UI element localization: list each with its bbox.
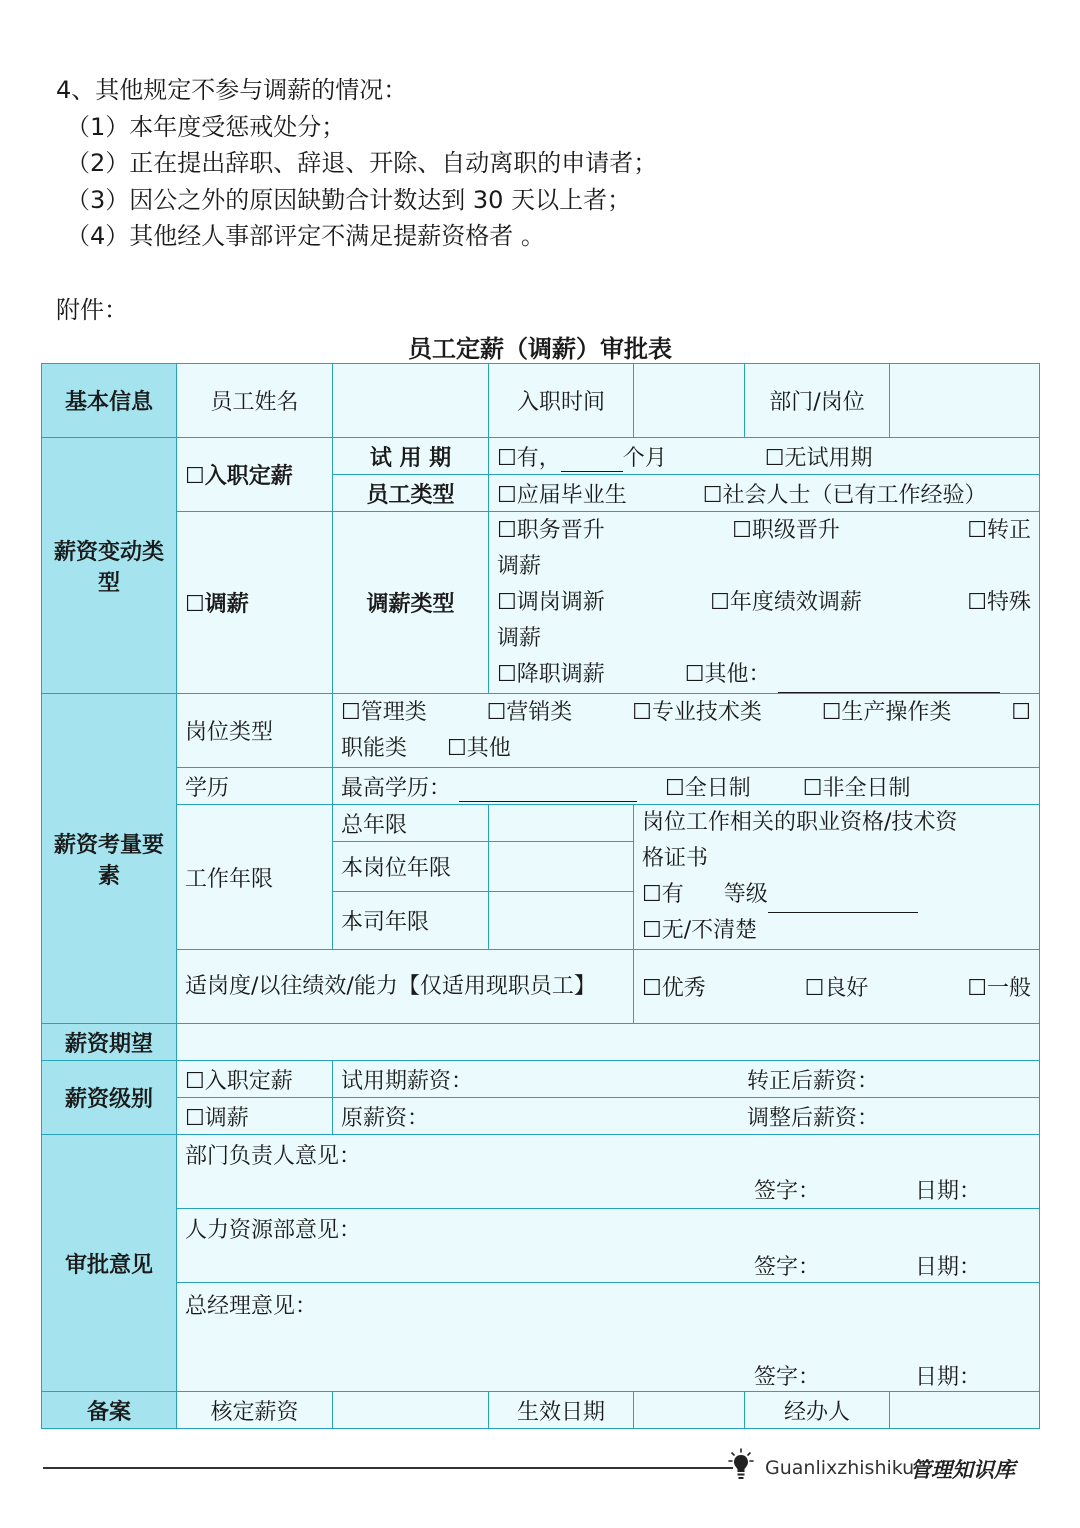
technical-checkbox[interactable]: ☐专业技术类	[632, 699, 762, 725]
regularization-checkbox[interactable]: ☐转正	[967, 517, 1031, 543]
hire-date-label: 入职时间	[489, 364, 634, 438]
adjust-line-wrap: 调薪	[497, 625, 542, 651]
hr-opinion-label: 人力资源部意见：	[185, 1218, 362, 1243]
level-adjust-fields	[333, 1098, 1040, 1135]
record-label: 备案	[42, 1392, 177, 1429]
footer-brand-en: Guanlixzhishiku	[765, 1457, 915, 1479]
promotion-checkbox[interactable]: ☐职务晋升	[497, 517, 605, 543]
probation-months-field[interactable]	[561, 449, 623, 472]
certificate-level-field[interactable]	[768, 890, 918, 913]
adjust-type-label: 调薪类型	[333, 512, 489, 694]
highest-education-label: 最高学历：	[341, 775, 452, 801]
adjust-line-wrap: 调薪	[497, 553, 542, 579]
management-checkbox[interactable]: ☐管理类	[341, 699, 427, 725]
salary-expectation-label: 薪资期望	[42, 1024, 177, 1061]
adjust-type-options	[489, 512, 1040, 694]
employee-name-label: 员工姓名	[177, 364, 333, 438]
effective-date-field[interactable]	[634, 1392, 745, 1429]
experienced-checkbox[interactable]: ☐社会人士（已有工作经验）	[702, 482, 987, 508]
approved-salary-label: 核定薪资	[177, 1392, 333, 1429]
rank-promotion-checkbox[interactable]: ☐职级晋升	[732, 517, 840, 543]
regular-salary-label: 转正后薪资：	[747, 1068, 880, 1094]
post-type-label: 岗位类型	[177, 694, 333, 768]
sign-label: 签字：	[753, 1179, 820, 1204]
probation-none-checkbox[interactable]: ☐无试用期	[764, 445, 873, 471]
lightbulb-icon	[728, 1448, 754, 1482]
intro-section	[56, 72, 657, 255]
average-checkbox[interactable]: ☐一般	[967, 976, 1031, 1001]
employee-type-options	[489, 475, 1040, 512]
certificate-level-label: 等级	[723, 882, 768, 907]
transfer-checkbox[interactable]: ☐调岗调新	[497, 589, 605, 615]
change-type-label: 薪资变动类型	[42, 438, 177, 694]
department-post-label: 部门/岗位	[745, 364, 890, 438]
approval-form-table	[41, 363, 1040, 1429]
education-options	[333, 768, 1040, 805]
hr-opinion-cell[interactable]	[177, 1209, 1040, 1283]
entry-salary-checkbox[interactable]: ☐入职定薪	[177, 438, 333, 512]
certificate-has-checkbox[interactable]: ☐有	[642, 882, 684, 907]
fulltime-checkbox[interactable]: ☐全日制	[665, 775, 751, 801]
certificate-cell	[634, 805, 1040, 950]
demotion-checkbox[interactable]: ☐降职调薪	[497, 661, 605, 687]
special-checkbox[interactable]: ☐特殊	[967, 589, 1031, 615]
fit-performance-label: 适岗度/以往绩效/能力【仅适用现职员工】	[177, 950, 634, 1024]
certificate-text: 岗位工作相关的职业资格/技术资	[642, 810, 958, 835]
hire-date-field[interactable]	[634, 364, 745, 438]
production-checkbox[interactable]: ☐生产操作类	[821, 699, 952, 725]
handler-field[interactable]	[890, 1392, 1040, 1429]
handler-label: 经办人	[745, 1392, 890, 1429]
gm-opinion-cell[interactable]	[177, 1283, 1040, 1392]
attachment-label: 附件：	[56, 296, 128, 324]
total-years-label: 总年限	[333, 805, 489, 842]
intro-item: （4）其他经人事部评定不满足提薪资格者 。	[66, 222, 545, 250]
company-years-field[interactable]	[489, 892, 634, 950]
post-years-label: 本岗位年限	[333, 842, 489, 892]
probation-salary-label: 试用期薪资：	[341, 1068, 474, 1094]
total-years-field[interactable]	[489, 805, 634, 842]
date-label: 日期：	[914, 1179, 981, 1204]
probation-unit: 个月	[622, 445, 667, 471]
salary-level-label: 薪资级别	[42, 1061, 177, 1135]
certificate-none-checkbox[interactable]: ☐无/不清楚	[642, 918, 758, 943]
intro-item: （2）正在提出辞职、辞退、开除、自动离职的申请者；	[66, 149, 658, 177]
other-post-checkbox[interactable]: ☐其他	[447, 735, 511, 761]
probation-options	[489, 438, 1040, 475]
post-type-options	[333, 694, 1040, 768]
employee-name-field[interactable]	[333, 364, 489, 438]
other-reason-field[interactable]	[778, 670, 1000, 693]
excellent-checkbox[interactable]: ☐优秀	[642, 976, 706, 1001]
level-entry-checkbox[interactable]: ☐入职定薪	[177, 1061, 333, 1098]
approved-salary-field[interactable]	[333, 1392, 489, 1429]
original-salary-label: 原薪资：	[341, 1105, 430, 1131]
gm-opinion-label: 总经理意见：	[185, 1294, 318, 1319]
footer-divider-dash	[700, 1467, 730, 1469]
work-years-label: 工作年限	[177, 805, 333, 950]
basic-info-label: 基本信息	[42, 364, 177, 438]
marketing-checkbox[interactable]: ☐营销类	[486, 699, 573, 725]
level-adjust-checkbox[interactable]: ☐调薪	[177, 1098, 333, 1135]
functional-label: 职能类	[341, 735, 408, 761]
date-label: 日期：	[914, 1365, 981, 1390]
certificate-text-cont: 格证书	[642, 846, 709, 871]
fit-performance-options	[634, 950, 1040, 1024]
date-label: 日期：	[914, 1255, 981, 1280]
department-post-field[interactable]	[890, 364, 1040, 438]
sign-label: 签字：	[753, 1365, 820, 1390]
intro-item: （3）因公之外的原因缺勤合计数达到 30 天以上者；	[66, 185, 632, 214]
annual-performance-checkbox[interactable]: ☐年度绩效调薪	[710, 589, 862, 615]
intro-heading: 4、其他规定不参与调薪的情况：	[56, 76, 408, 104]
company-years-label: 本司年限	[333, 892, 489, 950]
parttime-checkbox[interactable]: ☐非全日制	[802, 775, 911, 801]
sign-label: 签字：	[753, 1255, 820, 1280]
post-years-field[interactable]	[489, 842, 634, 892]
employee-type-label: 员工类型	[333, 475, 489, 512]
footer-divider	[43, 1467, 733, 1469]
adjusted-salary-label: 调整后薪资：	[747, 1105, 880, 1131]
approval-label: 审批意见	[42, 1135, 177, 1392]
probation-has-checkbox[interactable]: ☐有，	[497, 445, 561, 471]
dept-opinion-cell[interactable]	[177, 1135, 1040, 1209]
factors-label: 薪资考量要素	[42, 694, 177, 1024]
probation-label: 试 用 期	[333, 438, 489, 475]
footer-brand-cn: 管理知识库	[910, 1457, 1015, 1482]
effective-date-label: 生效日期	[489, 1392, 634, 1429]
level-entry-fields	[333, 1061, 1040, 1098]
good-checkbox[interactable]: ☐良好	[804, 976, 869, 1001]
form-title: 员工定薪（调薪）审批表	[408, 335, 672, 363]
highest-education-field[interactable]	[459, 779, 637, 802]
graduate-checkbox[interactable]: ☐应届毕业生	[497, 482, 627, 508]
salary-expectation-field[interactable]	[177, 1024, 1040, 1061]
intro-item: （1）本年度受惩戒处分；	[66, 112, 346, 141]
dept-opinion-label: 部门负责人意见：	[185, 1144, 362, 1169]
education-label: 学历	[177, 768, 333, 805]
adjust-salary-checkbox[interactable]: ☐调薪	[177, 512, 333, 694]
functional-checkbox[interactable]: ☐	[1011, 699, 1031, 725]
other-checkbox[interactable]: ☐其他：	[684, 661, 771, 687]
